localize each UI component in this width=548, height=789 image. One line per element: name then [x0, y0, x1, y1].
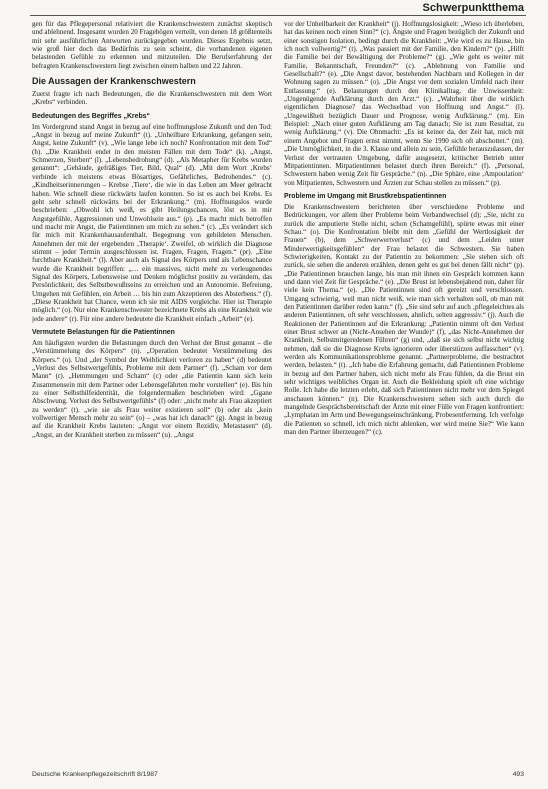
header-rule: [30, 15, 526, 16]
question-paragraph: Zuerst fragte ich nach Bedeutungen, die die Krankenschwestern mit dem Wort „Krebs“ verbinden.: [32, 90, 272, 107]
section-tag: Schwerpunktthema: [417, 2, 524, 14]
intro-paragraph: gen für das Pflegepersonal relativiert die Krankenschwestern zunächst skeptisch und ablehnend. Insgesamt wurden 20 Fragebögen verteilt, von denen 18 größtenteils mit sehr ausführlichen Antworten zurückgegeben wurden. Dieses Ergebnis setzt, wie groß hier doch das Bedürfnis zu sein scheint, die vorhandenen eigenen belastenden Gefühle zu erkennen und mitzuteilen. Die Berufserfahrung der befragten Krankenschwestern liegt zwischen einem halben und 22 Jahren.: [32, 20, 272, 70]
problems-paragraph: Die Krankenschwestern berichteten über verschiedene Probleme und Bedrückungen, vor allem über Probleme beim Verbandwechsel (d): „Sie, nicht zu zurück die amputierte Stelle nicht, schon (Schamgefühl), spürte etwas mit einer Schau.“ (o). Die Konfrontation bleibt mit dem „Gefühl der Wertlosigkeit der Frauen“ (b), dem „Schwerwertverlust“ (c) und dem „Leiden unter Minderwertigkeitsgefühlen“ der Frau belastet die Schwestern. Sie haben Schwierigkeiten, Kontakt zu der Patientin zu bekommen: „Sie stehen sich oft zurück, sie sehen die anderen erzählen, denen geht es gut bei denen fällt nicht“ (p). „Die Patientinnen brauchen lange, bis man mit ihnen ein Gespräch kommen kann und dann viel Zeit für Gespräche.“ (e). „Die Brust ist lebensbejahend nun, daher für viele kein Thema.“ (e). „Die Patientinnen sind oft gereizt und verschlossen. Umgang schwierig, weil man nicht weiß, wie man sich verhalten soll, ob man mit den Patientinnen darüber reden kann.“ (f). „Sie sind sehr auf auch ‚pflegeleichtes als anderen Patientinnen, oft sehr verschlossen, ahnlich, selten aggressiv.“ (j). Auch die Reaktionen der Patientinnen auf die Erkrankung: „Patientin nimmt oft den Verlust einer Brust schwer an (Nicht-Ansehen der Wunde)“ (f), „das Nicht-Annehmen der Krankheit, Selbstmitgeredenen Führen“ (g) und, „daß sie sich selbst nicht wichtig nehmen, daß sie die Diagnose Krebs ignorieren oder überstürzen auffasschen“ (v). werden als Kommunikationsprobleme genannt. „Partnerprobleme, die bestrachtet werden, belasten.“ (t). „Ich habe die Erfahrung gemacht, daß Patientinnen Probleme in bezug auf den Partner haben, sich nicht mehr als Frau fühlen, da die Brust ein sehr wichtiges weibliches Organ ist. Auch die Bekleidung spielt oft eine wichtige Rolle. Ich habe die letzten erlebt, daß sich Patientinnen nicht mehr vor dem Spiegel anschauen können.“ (n). Die Krankenschwestern sehen sich auch durch die mangelnde Gesprächsbereitschaft der Ärzte mit einer Fülle von Fragen konfrontiert: „Lymphatan im Arm und Bewegungseinschränkung, Probesentfernung. Ich verfolge die Patienten so schnell, ich mich nicht ablenken, wer wird meine Sie?“ Wie kann man den Partner überzeugen?“ (c).: [284, 202, 524, 437]
meanings-paragraph: Im Vordergrund stand Angst in bezug auf eine hoffnungslose Zukunft und den Tod: „Angst in bezug auf meine Zukunft“ (t). „Unheilbare Erkrankung, gefangen sein, Angst, keine Zukunft“ (v). „Wie lange lebe ich noch? Konfrontation mit dem Tod“ (h). „Die Krankheit endet in den meisten Fällen mit dem Tode“ (k). „Angst, Schmerzen, Sterben“ (l). „Lebensbedrohung“ (d). „Als Metapher für Krebs wurden genannt“: „Gebäude, gefräßiges Tier, Bild, Qual“ (d). „Mit dem Wort ‚Krebs‘ verbinde ich meistens etwas Bösartiges, Gefährliches, Bedrohendes.“ (c). „Kindheitserinnerungen – Krebse ‚Tiere‘, die wie in das Leben am Meer gebracht haben. Wie schnell diese rückwärts laufen konnten. So ist es auch bei Krebs. Es geht sehr schnell rückwärts bei der Erkrankung.“ (m). Hoffnungslos wurde beschrieben: „Obwohl ich weiß, es gibt Heilungschancen, löst es in mir Angstgefühle, Aggressionen und Unwohlsein aus.“ (p). „Es macht mich betroffen und macht mir Angst, die Patientinnen um mich zu sehen.“ (c). „Es verändert sich für mich mit Krankenhausaufenthalt. Begegnung von gebildeten Menschen. Annehmen der mit der ergebenden ‚Therapie‘. Zweifel, ob wirklich die Diagnose stimmt – jeder Termin ausgeschlossen ist. Fragen, Fragen, Fragen.“ (pr). „Eine furchtbare Krankheit.“ (l). Aber auch als Signal des Körpers und als Lebenschance wurde die Krankheit begriffen: „… ein massives, nicht mehr zu verleugnendes Signal des Körpers, Lebensweise und Denken möglichst positiv zu verändern, das Persönlichkeit, des Selbstbewußtseins zu erreichen und an Autonomie. Befreiung, Umgehen mit Gefühlen, ein Arbeit … bis hin zum Akzeptieren des Absterbens.“ (f). „Diese Krankheit hat Chance, wenn ich sie mit AIDS vergleiche. Hier ist Therapie möglich.“ (o). Nur eine Krankenschwester bezeichnete Krebs als eine Krankheit wie jede andere“ (r). Für eine andere bedeutete die Krankheit einfach „Arbeit“ (e).: [32, 122, 272, 323]
page-number: 493: [512, 771, 524, 778]
section-heading-statements: Die Aussagen der Krankenschwestern: [32, 76, 196, 87]
right-column: [284, 20, 524, 765]
journal-citation: Deutsche Krankenpflegezeitschrift 8/1987: [32, 771, 158, 778]
burdens-paragraph: Am häufigsten wurden die Belastungen durch den Verlust der Brust genannt – die „Verstümmelung des Körpers“ (n). „Operation bedeutet Verstümmelung des Körpers.“ (o). Und „der Symbol der Weiblichkeit verloren zu haben“ (d) bedeutet „Verlust des Selbstwertgefühls, Probleme mit dem Partner“ (f). „Scham vor dem Mann“ (r). „Hemmungen und Scham“ (c) oder „die Patientin kann sich kein Zusammensein mit dem Partner oder Lebensgefährten mehr vorstellen“ (e). Bis hin zu einer Selbsthilfeidentität, die folgendermaßen beschrieben wird: „Ggane Abschwung. Verlust des Selbstwertgefühls“ (f) oder: „nicht mehr als Frau akzeptiert zu werden“ (t). „wie sie als Frau weiter existieren soll“ (b) oder als „kein vollwertiger Mensch mehr zu sein“ (o) – „was hat ich danach“ (g). Angst in bezug auf die Krankheit Krebs lauteten: „Angst vor einem Rezidiv, Metastasen“ (d). „Angst, an der Krankheit sterben zu müssen“ (u). „Angst: [32, 339, 272, 439]
continued-paragraph: vor der Unheilbarkeit der Krankheit“ (j). Hoffnungslosigkeit: „Wieso ich überleben, hat das keinen noch einen Sinn?“ (c). Ängste und Fragen bezüglich der Zukunft und einer sonstigen Isolation, bedingt durch die Krankheit: „Wie wird es zu Hause, bin ich noch vollwertig?“ (t). „Was passiert mit der Familie, den Kindern?“ (p). „Hilft die Familie bei der Bewältigung der Probleme?“ (g). „Wie geht es weiter mit Familie, Bekanntschaft, Freunden?“ (c). „Ablehnung von Familie und Gesellschaft?“ (e). „Die Angst davor, bestehenden Nachbarn und Kollegen in der Wohnung sagen zu müssen.“ (o). „Die Angst vor dem sozialen Umfeld nach ihrer Entlassung.“ (e). Belastungen durch den Klinikalltag, die Unwissenheit: „Ungenügende Aufklärung durch den Arzt.“ (c). „Wahrheit über die wirklich eigentlichen Diagnose? das Wechselbad von Hoffnung und Angst.“ (l). „Ungewißheit bezüglich Dauer und Prognose, wenig Aufklärung.“ (m). Ein Beispiel: „Nach einer guten Aufklärung am Tag danach; Sie ist zum Resultat, zu wenig Aufklärung.“ (v). Die Ohnmacht: „Es ist keiner da, der Zeit hat, mich mit einem Angebot und Fragen ernst nimmt, wenn Sie 1990 sich oft abschottet.“ (m). „Die Unmöglichkeit, in die 3. Klasse und allein zu sein, Gefühle herauszulassen, der Verlust der vertrauten Umgebung, dafür ausgesetzt, kritischer Betrieb unter Mitpatientinnen. Mitpatientinnen belastet durch ihren Bereich.“ (f). „Personal, Schwestern haben wenig Zeit für Gespräche.“ (n). „Die Sphäre, eine ‚Ampoulation‘ von Mitpatienten, Schwestern und Ärzten zur Schau stellen zu müssen.“ (p).: [284, 20, 524, 187]
article-body: [32, 20, 524, 765]
subheading-burdens: Vermutete Belastungen für die Patientinnen: [32, 329, 175, 336]
subheading-meanings: Bedeutungen des Begriffes „Krebs“: [32, 112, 150, 120]
subheading-problems: Probleme im Umgang mit Brustkrebspatientinnen: [284, 192, 447, 200]
left-column: [32, 20, 272, 765]
page-footer: [32, 771, 524, 778]
